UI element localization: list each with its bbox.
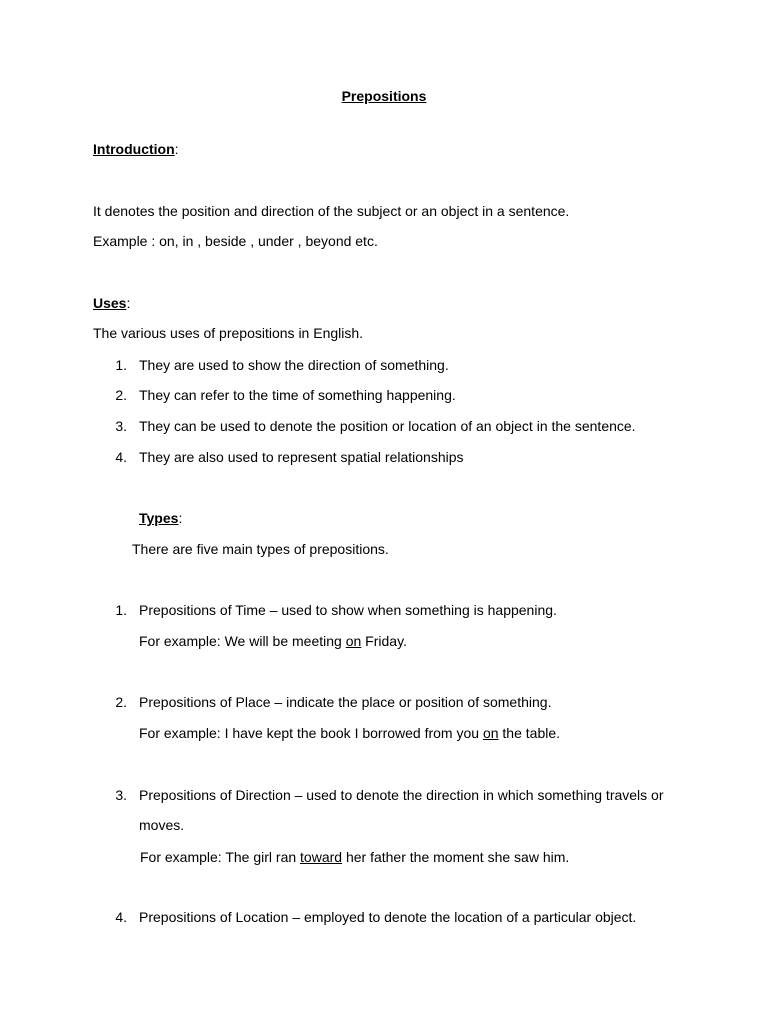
uses-item-4-text: They are also used to represent spatial relationships (139, 449, 464, 465)
types-item-4-text: Prepositions of Location – employed to denote the location of a particular object. (139, 909, 637, 925)
types-item-3-example-post: her father the moment she saw him. (342, 849, 570, 865)
uses-item-3-number: 3. (115, 418, 127, 434)
uses-item-1-text: They are used to show the direction of something. (139, 357, 449, 373)
uses-item-3-text: They can be used to denote the position or location of an object in the sentence. (139, 418, 636, 434)
types-item-3-text-continued: moves. (139, 817, 185, 833)
uses-heading-label: Uses (93, 295, 127, 311)
types-item-3-example-pre: For example: The girl ran (140, 849, 301, 865)
types-item-3-number: 3. (115, 787, 127, 803)
types-item-1-example (139, 633, 407, 649)
uses-heading (93, 295, 130, 311)
introduction-heading-label: Introduction (93, 141, 175, 157)
types-item-1-text: Prepositions of Time – used to show when something is happening. (139, 602, 557, 618)
types-item-1-example-word: on (345, 633, 362, 649)
types-item-1-example-post: Friday. (361, 633, 407, 649)
uses-item-4-number: 4. (115, 449, 127, 465)
uses-intro: The various uses of prepositions in English. (93, 325, 364, 341)
types-heading-colon: : (178, 510, 183, 526)
introduction-definition: It denotes the position and direction of the subject or an object in a sentence. (93, 203, 570, 219)
types-item-2-example-post: the table. (498, 725, 561, 741)
types-item-2-example-word: on (482, 725, 499, 741)
types-item-2-example (139, 725, 560, 741)
uses-item-1-number: 1. (115, 357, 127, 373)
types-heading (139, 510, 182, 526)
types-item-2-example-pre: For example: I have kept the book I borrowed from you (139, 725, 483, 741)
introduction-example: Example : on, in , beside , under , beyond etc. (93, 233, 378, 249)
uses-heading-colon: : (126, 295, 131, 311)
uses-item-2-text: They can refer to the time of something happening. (139, 387, 456, 403)
introduction-heading (93, 141, 179, 157)
types-item-4-number: 4. (115, 909, 127, 925)
types-item-1-number: 1. (115, 602, 127, 618)
types-item-3-text: Prepositions of Direction – used to denote the direction in which something travels or (139, 787, 664, 803)
types-heading-label: Types (139, 510, 179, 526)
types-item-3-example-word: toward (300, 849, 343, 865)
introduction-heading-colon: : (174, 141, 179, 157)
types-item-2-number: 2. (115, 694, 127, 710)
types-intro: There are five main types of prepositions. (132, 541, 389, 557)
types-item-2-text: Prepositions of Place – indicate the place or position of something. (139, 694, 552, 710)
types-item-1-example-pre: For example: We will be meeting (139, 633, 346, 649)
document-title: Prepositions (341, 88, 427, 104)
uses-item-2-number: 2. (115, 387, 127, 403)
types-item-3-example (140, 849, 569, 865)
